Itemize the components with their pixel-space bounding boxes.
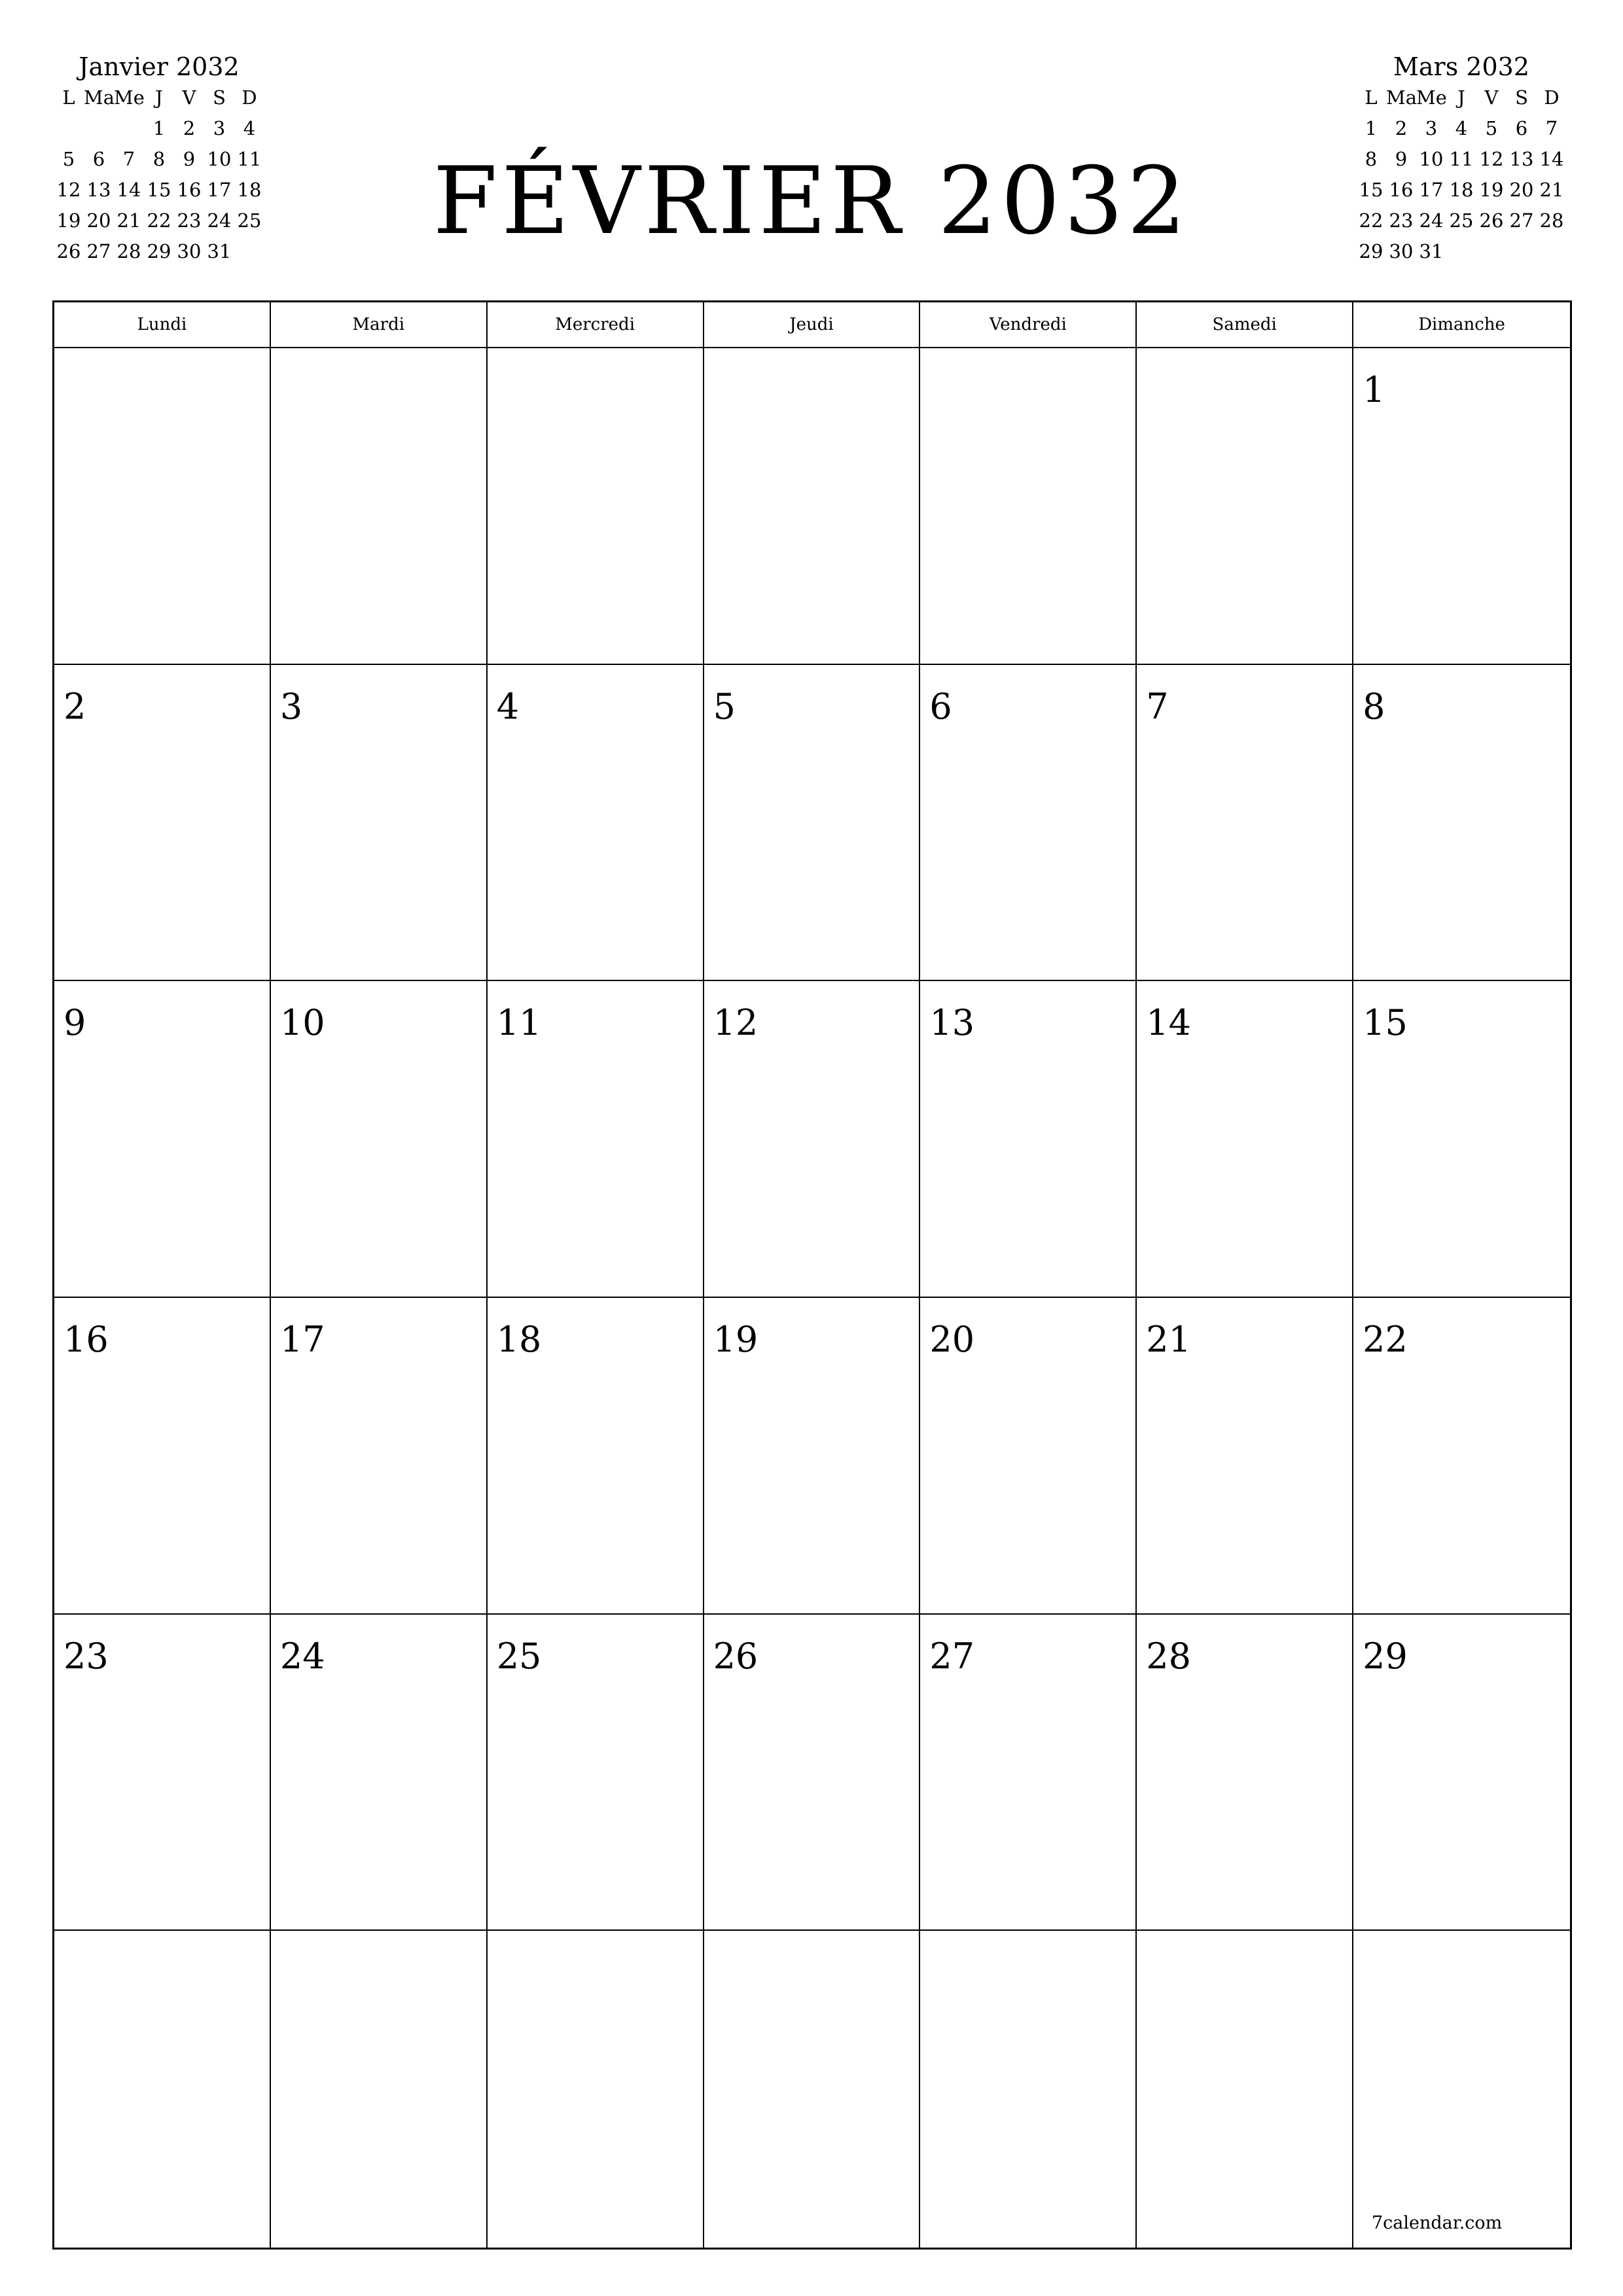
day-number: 8 (1363, 685, 1385, 727)
day-number: 13 (929, 1002, 975, 1044)
mini-day: 1 (152, 117, 166, 139)
day-cell (1137, 665, 1353, 982)
mini-day: 4 (243, 117, 256, 139)
day-number: 4 (496, 685, 520, 727)
mini-day: 22 (1359, 209, 1383, 232)
mini-day (54, 113, 84, 144)
day-cell (54, 1298, 271, 1615)
mini-day: 13 (86, 179, 111, 201)
mini-day: 2 (1395, 117, 1408, 139)
day-number: 7 (1146, 685, 1169, 727)
day-cell (54, 981, 271, 1298)
day-cell (488, 981, 704, 1298)
day-cell (920, 348, 1137, 665)
weekday-header-mardi: Mardi (271, 302, 488, 348)
mini-day: 29 (1359, 240, 1383, 262)
mini-day: 20 (1509, 179, 1534, 201)
weekday-header-jeudi: Jeudi (704, 302, 921, 348)
mini-calendar-grid (54, 82, 267, 267)
mini-day: 12 (1479, 148, 1504, 170)
mini-day: 21 (1539, 179, 1564, 201)
mini-day: 23 (1389, 209, 1414, 232)
mini-day: 3 (1425, 117, 1438, 139)
mini-day: 23 (177, 209, 202, 232)
mini-day: 24 (1419, 209, 1444, 232)
mini-weekday: S (213, 86, 226, 109)
page-title: FÉVRIER 2032 (433, 147, 1190, 255)
day-cell (488, 1298, 704, 1615)
day-cell (1137, 1931, 1353, 2248)
mini-day: 5 (62, 148, 75, 170)
day-cell (704, 1298, 921, 1615)
mini-calendar-prev-month (51, 51, 267, 267)
weekday-header-vendredi: Vendredi (920, 302, 1137, 348)
day-number: 26 (713, 1635, 758, 1677)
mini-weekday: Me (1416, 86, 1447, 109)
mini-day: 16 (1389, 179, 1414, 201)
mini-day (234, 236, 264, 267)
day-cell (1353, 1931, 1570, 2248)
day-number: 15 (1363, 1002, 1408, 1044)
mini-day: 11 (237, 148, 262, 170)
mini-day: 31 (1419, 240, 1444, 262)
day-cell (271, 665, 488, 982)
day-cell (54, 1615, 271, 1931)
mini-day: 17 (1419, 179, 1444, 201)
mini-day: 15 (1359, 179, 1383, 201)
day-cell (488, 1615, 704, 1931)
mini-day: 30 (1389, 240, 1414, 262)
mini-day: 25 (237, 209, 262, 232)
mini-day: 24 (207, 209, 232, 232)
mini-day: 27 (86, 240, 111, 262)
day-number: 5 (713, 685, 736, 727)
day-number: 23 (63, 1635, 109, 1677)
mini-day (1537, 236, 1567, 267)
mini-day: 8 (1364, 148, 1378, 170)
mini-day: 27 (1509, 209, 1534, 232)
weekday-header-lundi: Lundi (54, 302, 271, 348)
day-number: 29 (1363, 1635, 1408, 1677)
mini-day: 22 (147, 209, 171, 232)
mini-day: 9 (1395, 148, 1408, 170)
day-number: 10 (279, 1002, 325, 1044)
day-cell (920, 1615, 1137, 1931)
day-number: 1 (1363, 369, 1385, 410)
mini-day: 6 (1515, 117, 1528, 139)
mini-weekday: J (1457, 86, 1465, 109)
mini-weekday: Ma (1386, 86, 1417, 109)
day-cell (704, 665, 921, 982)
footer-credit: 7calendar.com (1372, 2213, 1503, 2233)
day-number: 6 (929, 685, 952, 727)
day-cell (920, 1931, 1137, 2248)
mini-day: 7 (122, 148, 135, 170)
day-cell (488, 1931, 704, 2248)
mini-day (1507, 236, 1537, 267)
day-cell (1353, 665, 1570, 982)
day-number: 17 (279, 1318, 325, 1360)
mini-weekday: L (62, 86, 75, 109)
day-cell (271, 1615, 488, 1931)
day-cell (488, 348, 704, 665)
mini-day: 26 (56, 240, 81, 262)
day-cell (920, 981, 1137, 1298)
day-cell (1353, 981, 1570, 1298)
mini-calendar-grid (1356, 82, 1569, 267)
mini-weekday: Ma (84, 86, 115, 109)
mini-weekday: D (1544, 86, 1560, 109)
day-cell (271, 1931, 488, 2248)
day-cell (704, 981, 921, 1298)
mini-weekday: L (1364, 86, 1378, 109)
mini-day: 28 (116, 240, 141, 262)
mini-day: 14 (1539, 148, 1564, 170)
day-cell (704, 1615, 921, 1931)
mini-day: 6 (92, 148, 105, 170)
mini-day: 25 (1449, 209, 1474, 232)
mini-day: 28 (1539, 209, 1564, 232)
day-cell (54, 348, 271, 665)
mini-day: 3 (213, 117, 226, 139)
mini-calendar-title: Janvier 2032 (79, 52, 240, 81)
mini-day: 8 (152, 148, 166, 170)
mini-day (114, 113, 144, 144)
mini-day: 31 (207, 240, 232, 262)
day-cell (271, 981, 488, 1298)
mini-day (1476, 236, 1507, 267)
day-number: 19 (713, 1318, 758, 1360)
day-number: 20 (929, 1318, 975, 1360)
day-number: 18 (496, 1318, 542, 1360)
mini-weekday: D (241, 86, 257, 109)
mini-day: 14 (116, 179, 141, 201)
mini-day: 15 (147, 179, 171, 201)
mini-day: 13 (1509, 148, 1534, 170)
day-cell (920, 1298, 1137, 1615)
mini-calendar-next-month (1353, 51, 1569, 267)
day-cell (54, 1931, 271, 2248)
day-cell (1137, 348, 1353, 665)
day-cell (1353, 348, 1570, 665)
mini-day: 4 (1455, 117, 1468, 139)
mini-day: 18 (1449, 179, 1474, 201)
month-grid (52, 300, 1572, 2250)
day-cell (488, 665, 704, 982)
day-number: 3 (279, 685, 303, 727)
mini-day: 20 (86, 209, 111, 232)
day-number: 22 (1363, 1318, 1408, 1360)
mini-day (84, 113, 114, 144)
day-cell (1353, 1298, 1570, 1615)
day-number: 2 (63, 685, 86, 727)
mini-day: 10 (207, 148, 232, 170)
day-cell (54, 665, 271, 982)
day-number: 11 (496, 1002, 542, 1044)
mini-day: 10 (1419, 148, 1444, 170)
mini-day: 30 (177, 240, 202, 262)
mini-day: 17 (207, 179, 232, 201)
mini-day: 9 (183, 148, 196, 170)
day-number: 24 (279, 1635, 325, 1677)
mini-day: 21 (116, 209, 141, 232)
day-number: 14 (1146, 1002, 1191, 1044)
mini-day (1446, 236, 1476, 267)
day-cell (1137, 981, 1353, 1298)
mini-day: 1 (1364, 117, 1378, 139)
mini-weekday: V (1484, 86, 1499, 109)
mini-day: 11 (1449, 148, 1474, 170)
day-number: 21 (1146, 1318, 1191, 1360)
day-cell (704, 1931, 921, 2248)
mini-day: 5 (1485, 117, 1498, 139)
mini-day: 19 (56, 209, 81, 232)
mini-day: 12 (56, 179, 81, 201)
mini-calendar-title: Mars 2032 (1393, 52, 1530, 81)
mini-day: 16 (177, 179, 202, 201)
mini-day: 7 (1545, 117, 1558, 139)
day-cell (1137, 1615, 1353, 1931)
weekday-header-dimanche: Dimanche (1353, 302, 1570, 348)
day-number: 25 (496, 1635, 542, 1677)
day-number: 9 (63, 1002, 86, 1044)
mini-weekday: S (1515, 86, 1528, 109)
weekday-header-samedi: Samedi (1137, 302, 1353, 348)
mini-day: 2 (183, 117, 196, 139)
day-number: 28 (1146, 1635, 1191, 1677)
mini-weekday: J (155, 86, 163, 109)
day-number: 16 (63, 1318, 109, 1360)
mini-day: 18 (237, 179, 262, 201)
mini-day: 29 (147, 240, 171, 262)
mini-day: 26 (1479, 209, 1504, 232)
day-number: 12 (713, 1002, 758, 1044)
weekday-header-mercredi: Mercredi (488, 302, 704, 348)
day-number: 27 (929, 1635, 975, 1677)
day-cell (271, 348, 488, 665)
mini-weekday: Me (114, 86, 145, 109)
day-cell (920, 665, 1137, 982)
mini-weekday: V (182, 86, 196, 109)
mini-day: 19 (1479, 179, 1504, 201)
day-cell (271, 1298, 488, 1615)
day-cell (1353, 1615, 1570, 1931)
day-cell (704, 348, 921, 665)
day-cell (1137, 1298, 1353, 1615)
